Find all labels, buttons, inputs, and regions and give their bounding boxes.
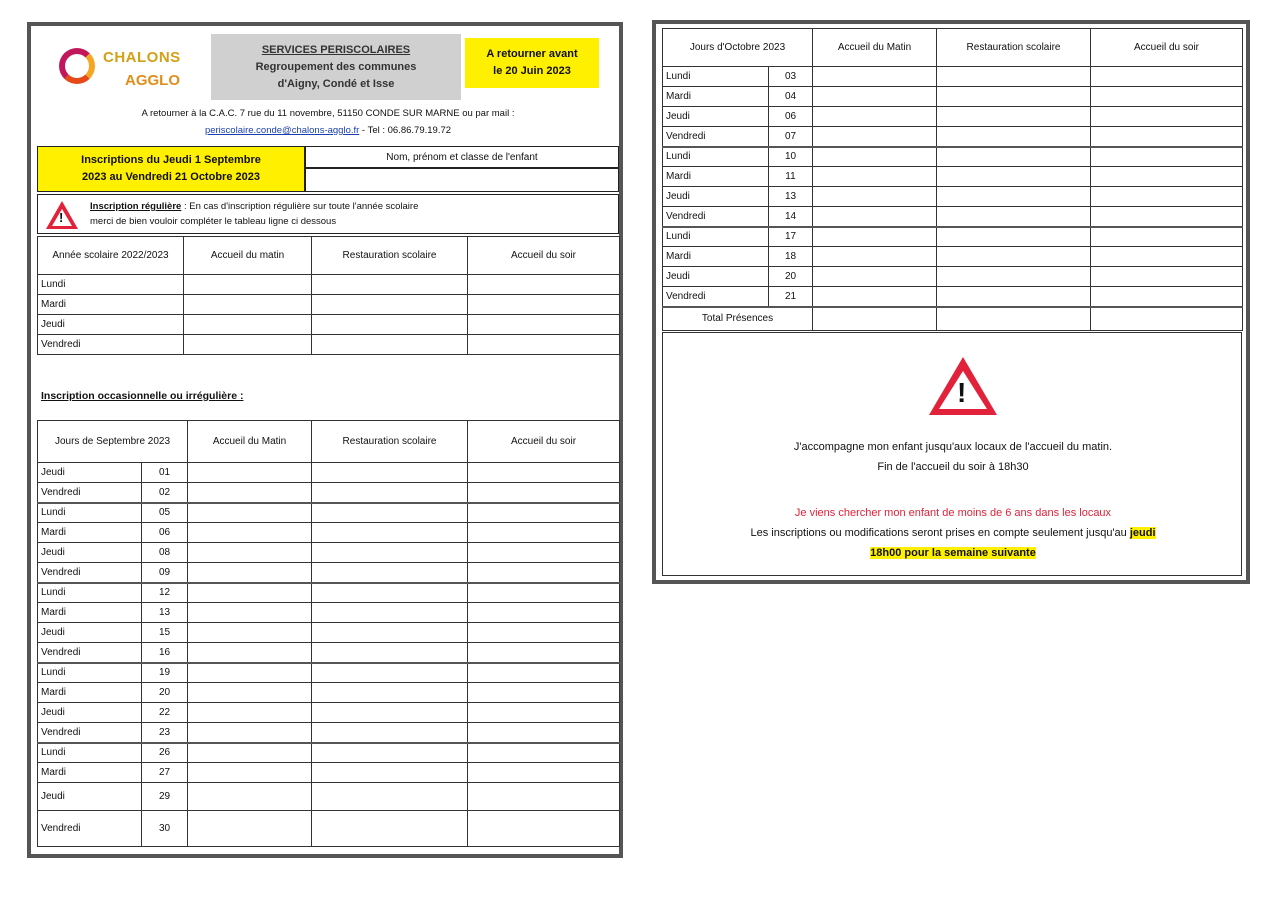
table-row <box>38 603 620 623</box>
day-label: Vendredi <box>38 811 142 847</box>
day-number: 08 <box>142 543 188 563</box>
morning-cell[interactable] <box>813 107 937 127</box>
evening-cell[interactable] <box>1091 67 1243 87</box>
day-label: Vendredi <box>38 335 184 355</box>
table-row <box>38 703 620 723</box>
table-row <box>38 811 620 847</box>
day-number: 06 <box>769 107 813 127</box>
note-line-3: Les inscriptions ou modifications seront prises en compte seulement jusqu'au <box>750 527 1127 539</box>
evening-cell[interactable] <box>468 811 620 847</box>
table-header: Restauration scolaire <box>312 421 468 463</box>
title-line-3: d'Aigny, Condé et Isse <box>277 77 395 90</box>
evening-cell[interactable] <box>468 663 620 683</box>
lunch-cell[interactable] <box>312 523 468 543</box>
day-number: 14 <box>769 207 813 227</box>
warning-text <box>90 199 610 229</box>
day-label: Jeudi <box>38 543 142 563</box>
lunch-cell[interactable] <box>937 287 1091 307</box>
warning-body-2: merci de bien vouloir compléter le tableau ligne ci dessous <box>90 216 337 227</box>
lunch-cell[interactable] <box>312 643 468 663</box>
day-number: 29 <box>142 783 188 811</box>
child-name-field[interactable] <box>305 168 619 192</box>
table-row <box>38 683 620 703</box>
lunch-cell[interactable] <box>312 543 468 563</box>
day-number: 07 <box>769 127 813 147</box>
day-number: 16 <box>142 643 188 663</box>
child-name-label: Nom, prénom et classe de l'enfant <box>305 146 619 168</box>
day-number: 10 <box>769 147 813 167</box>
occasional-label-text: Inscription occasionnelle ou irrégulière : <box>41 390 244 402</box>
morning-cell[interactable] <box>188 543 312 563</box>
morning-cell[interactable] <box>813 187 937 207</box>
evening-cell[interactable] <box>1091 167 1243 187</box>
morning-cell[interactable] <box>188 623 312 643</box>
day-number: 12 <box>142 583 188 603</box>
table-header: Restauration scolaire <box>312 237 468 275</box>
evening-cell[interactable] <box>468 315 620 335</box>
form-page-right <box>652 20 1250 584</box>
deadline-line-1: A retourner avant <box>486 48 578 60</box>
red-note-line: Je viens chercher mon enfant de moins de 6 ans dans les locaux <box>794 507 1112 519</box>
morning-cell[interactable] <box>813 87 937 107</box>
logo-ring-icon <box>59 48 95 84</box>
day-number: 17 <box>769 227 813 247</box>
day-label: Lundi <box>38 583 142 603</box>
day-number: 04 <box>769 87 813 107</box>
total-label: Total Présences <box>663 307 813 331</box>
morning-cell[interactable] <box>188 703 312 723</box>
day-label: Jeudi <box>663 267 769 287</box>
table-row <box>663 147 1243 167</box>
form-page-left <box>27 22 623 858</box>
table-row <box>663 127 1243 147</box>
table-row <box>38 723 620 743</box>
evening-cell[interactable] <box>468 335 620 355</box>
day-number: 22 <box>142 703 188 723</box>
lunch-cell[interactable] <box>312 723 468 743</box>
table-header: Restauration scolaire <box>937 29 1091 67</box>
day-number: 01 <box>142 463 188 483</box>
lunch-cell[interactable] <box>312 583 468 603</box>
day-number: 19 <box>142 663 188 683</box>
evening-cell[interactable] <box>1091 187 1243 207</box>
day-label: Mardi <box>38 683 142 703</box>
evening-cell[interactable] <box>468 703 620 723</box>
morning-cell[interactable] <box>813 127 937 147</box>
lunch-cell[interactable] <box>312 683 468 703</box>
day-label: Lundi <box>663 147 769 167</box>
day-label: Mardi <box>663 247 769 267</box>
table-row <box>38 463 620 483</box>
morning-cell[interactable] <box>188 683 312 703</box>
day-number: 13 <box>769 187 813 207</box>
day-label: Vendredi <box>38 643 142 663</box>
day-label: Mardi <box>38 295 184 315</box>
morning-cell[interactable] <box>813 247 937 267</box>
september-rows <box>38 463 620 847</box>
morning-cell[interactable] <box>184 315 312 335</box>
day-label: Vendredi <box>663 207 769 227</box>
day-number: 20 <box>142 683 188 703</box>
table-header: Accueil du Matin <box>813 29 937 67</box>
day-label: Mardi <box>663 167 769 187</box>
table-row <box>663 287 1243 307</box>
table-row <box>38 275 620 295</box>
evening-cell[interactable] <box>468 483 620 503</box>
table-row <box>663 227 1243 247</box>
morning-cell[interactable] <box>188 503 312 523</box>
morning-cell[interactable] <box>184 295 312 315</box>
morning-cell[interactable] <box>188 463 312 483</box>
warning-label: Inscription régulière <box>90 201 182 212</box>
table-header: Accueil du soir <box>468 421 620 463</box>
form-title <box>211 34 461 100</box>
table-header: Accueil du soir <box>468 237 620 275</box>
return-address <box>37 102 619 142</box>
morning-cell[interactable] <box>813 67 937 87</box>
table-row <box>38 743 620 763</box>
table-row <box>663 207 1243 227</box>
day-label: Jeudi <box>38 315 184 335</box>
day-label: Mardi <box>38 763 142 783</box>
lunch-cell[interactable] <box>937 227 1091 247</box>
modification-note <box>673 503 1233 563</box>
morning-cell[interactable] <box>188 583 312 603</box>
morning-cell[interactable] <box>813 227 937 247</box>
day-label: Jeudi <box>38 463 142 483</box>
regular-schedule-table <box>37 236 620 355</box>
lunch-cell[interactable] <box>312 275 468 295</box>
morning-cell[interactable] <box>188 483 312 503</box>
october-rows <box>663 67 1243 307</box>
lunch-cell[interactable] <box>312 315 468 335</box>
day-label: Mardi <box>38 603 142 623</box>
warning-exclamation: ! <box>59 210 64 225</box>
day-number: 30 <box>142 811 188 847</box>
address-text: A retourner à la C.A.C. 7 rue du 11 novembre, 51150 CONDE SUR MARNE ou par mail : <box>141 108 515 119</box>
table-row <box>38 763 620 783</box>
period-line-1: Inscriptions du Jeudi 1 Septembre <box>81 154 261 166</box>
inscription-period <box>37 146 305 192</box>
highlight-day: jeudi <box>1129 527 1156 539</box>
evening-cell[interactable] <box>468 275 620 295</box>
day-label: Jeudi <box>38 623 142 643</box>
evening-cell[interactable] <box>468 583 620 603</box>
table-row <box>663 247 1243 267</box>
morning-cell[interactable] <box>188 643 312 663</box>
evening-cell[interactable] <box>1091 227 1243 247</box>
lunch-cell[interactable] <box>312 503 468 523</box>
table-row <box>663 167 1243 187</box>
evening-cell[interactable] <box>468 683 620 703</box>
day-number: 20 <box>769 267 813 287</box>
evening-cell[interactable] <box>1091 247 1243 267</box>
table-header: Accueil du matin <box>184 237 312 275</box>
table-row <box>663 187 1243 207</box>
morning-cell[interactable] <box>188 811 312 847</box>
important-notes <box>662 332 1242 576</box>
day-label: Jeudi <box>38 703 142 723</box>
total-lunch-cell[interactable] <box>937 307 1091 331</box>
table-row <box>38 623 620 643</box>
table-row <box>663 107 1243 127</box>
evening-cell[interactable] <box>468 523 620 543</box>
lunch-cell[interactable] <box>312 663 468 683</box>
regular-inscription-warning <box>37 194 619 234</box>
occasional-inscription-label <box>37 376 619 416</box>
email-link[interactable]: periscolaire.conde@chalons-agglo.fr <box>204 125 360 136</box>
note-line-2: Fin de l'accueil du soir à 18h30 <box>877 461 1029 473</box>
day-number: 15 <box>142 623 188 643</box>
logo-text-bottom: AGGLO <box>125 72 180 89</box>
lunch-cell[interactable] <box>937 167 1091 187</box>
day-label: Jeudi <box>663 187 769 207</box>
day-label: Vendredi <box>663 287 769 307</box>
evening-cell[interactable] <box>1091 267 1243 287</box>
evening-cell[interactable] <box>1091 87 1243 107</box>
day-label: Vendredi <box>38 723 142 743</box>
table-row <box>663 67 1243 87</box>
lunch-cell[interactable] <box>937 67 1091 87</box>
title-line-1: SERVICES PERISCOLAIRES <box>261 43 411 56</box>
table-row <box>38 295 620 315</box>
day-number: 06 <box>142 523 188 543</box>
morning-cell[interactable] <box>188 783 312 811</box>
lunch-cell[interactable] <box>937 87 1091 107</box>
lunch-cell[interactable] <box>312 623 468 643</box>
lunch-cell[interactable] <box>312 783 468 811</box>
lunch-cell[interactable] <box>937 147 1091 167</box>
morning-cell[interactable] <box>188 523 312 543</box>
lunch-cell[interactable] <box>312 811 468 847</box>
morning-cell[interactable] <box>813 267 937 287</box>
day-label: Jeudi <box>38 783 142 811</box>
evening-cell[interactable] <box>468 563 620 583</box>
morning-cell[interactable] <box>813 207 937 227</box>
lunch-cell[interactable] <box>312 335 468 355</box>
table-row <box>38 663 620 683</box>
table-row <box>38 783 620 811</box>
evening-cell[interactable] <box>1091 147 1243 167</box>
day-number: 05 <box>142 503 188 523</box>
table-header: Jours d'Octobre 2023 <box>663 29 813 67</box>
day-number: 09 <box>142 563 188 583</box>
evening-cell[interactable] <box>468 603 620 623</box>
evening-cell[interactable] <box>468 743 620 763</box>
evening-cell[interactable] <box>1091 207 1243 227</box>
highlight-deadline: 18h00 pour la semaine suivante <box>870 547 1036 559</box>
day-label: Vendredi <box>38 483 142 503</box>
title-line-2: Regroupement des communes <box>255 60 417 73</box>
day-number: 18 <box>769 247 813 267</box>
total-morning-cell[interactable] <box>813 307 937 331</box>
day-label: Mardi <box>38 523 142 543</box>
phone-text: - Tel : 06.86.79.19.72 <box>359 125 452 136</box>
day-label: Vendredi <box>663 127 769 147</box>
table-row <box>38 483 620 503</box>
morning-cell[interactable] <box>188 723 312 743</box>
deadline-line-2: le 20 Juin 2023 <box>493 65 571 77</box>
accompaniment-note <box>673 437 1233 477</box>
evening-cell[interactable] <box>468 723 620 743</box>
day-number: 27 <box>142 763 188 783</box>
evening-cell[interactable] <box>468 763 620 783</box>
table-header: Année scolaire 2022/2023 <box>38 237 184 275</box>
day-number: 13 <box>142 603 188 623</box>
morning-cell[interactable] <box>813 167 937 187</box>
lunch-cell[interactable] <box>937 247 1091 267</box>
table-row <box>38 315 620 335</box>
day-number: 02 <box>142 483 188 503</box>
period-line-2: 2023 au Vendredi 21 Octobre 2023 <box>82 171 260 183</box>
morning-cell[interactable] <box>184 335 312 355</box>
lunch-cell[interactable] <box>312 703 468 723</box>
evening-cell[interactable] <box>468 623 620 643</box>
lunch-cell[interactable] <box>937 267 1091 287</box>
day-label: Mardi <box>663 87 769 107</box>
day-label: Lundi <box>38 503 142 523</box>
lunch-cell[interactable] <box>312 295 468 315</box>
lunch-cell[interactable] <box>312 563 468 583</box>
lunch-cell[interactable] <box>312 483 468 503</box>
lunch-cell[interactable] <box>312 763 468 783</box>
evening-cell[interactable] <box>468 643 620 663</box>
day-label: Lundi <box>663 227 769 247</box>
day-number: 26 <box>142 743 188 763</box>
evening-cell[interactable] <box>1091 287 1243 307</box>
table-header: Jours de Septembre 2023 <box>38 421 188 463</box>
day-label: Lundi <box>38 275 184 295</box>
day-number: 03 <box>769 67 813 87</box>
september-schedule-table <box>37 420 620 847</box>
day-number: 11 <box>769 167 813 187</box>
october-schedule-table <box>662 28 1243 331</box>
note-line-1: J'accompagne mon enfant jusqu'aux locaux de l'accueil du matin. <box>793 441 1113 453</box>
table-row <box>663 87 1243 107</box>
day-label: Lundi <box>38 743 142 763</box>
total-evening-cell[interactable] <box>1091 307 1243 331</box>
day-label: Lundi <box>38 663 142 683</box>
table-row <box>38 523 620 543</box>
chalons-agglo-logo <box>37 34 207 92</box>
table-header: Accueil du soir <box>1091 29 1243 67</box>
morning-cell[interactable] <box>813 147 937 167</box>
day-number: 23 <box>142 723 188 743</box>
evening-cell[interactable] <box>1091 107 1243 127</box>
morning-cell[interactable] <box>188 763 312 783</box>
deadline-badge <box>465 38 599 88</box>
evening-cell[interactable] <box>468 783 620 811</box>
table-row <box>38 583 620 603</box>
lunch-cell[interactable] <box>937 187 1091 207</box>
morning-cell[interactable] <box>184 275 312 295</box>
lunch-cell[interactable] <box>312 743 468 763</box>
lunch-cell[interactable] <box>937 207 1091 227</box>
morning-cell[interactable] <box>188 743 312 763</box>
evening-cell[interactable] <box>1091 127 1243 147</box>
total-row <box>663 307 1243 331</box>
warning-exclamation: ! <box>957 377 967 408</box>
morning-cell[interactable] <box>188 603 312 623</box>
table-row <box>38 563 620 583</box>
morning-cell[interactable] <box>188 663 312 683</box>
logo-text-top: CHALONS <box>103 49 181 66</box>
evening-cell[interactable] <box>468 463 620 483</box>
lunch-cell[interactable] <box>937 127 1091 147</box>
day-label: Vendredi <box>38 563 142 583</box>
table-row <box>663 267 1243 287</box>
day-label: Lundi <box>663 67 769 87</box>
lunch-cell[interactable] <box>312 463 468 483</box>
table-header: Accueil du Matin <box>188 421 312 463</box>
morning-cell[interactable] <box>188 563 312 583</box>
table-row <box>38 643 620 663</box>
table-row <box>38 335 620 355</box>
table-row <box>38 543 620 563</box>
lunch-cell[interactable] <box>312 603 468 623</box>
day-number: 21 <box>769 287 813 307</box>
warning-body: : En cas d'inscription régulière sur toute l'année scolaire <box>181 201 419 212</box>
lunch-cell[interactable] <box>937 107 1091 127</box>
evening-cell[interactable] <box>468 543 620 563</box>
day-label: Jeudi <box>663 107 769 127</box>
table-row <box>38 503 620 523</box>
evening-cell[interactable] <box>468 503 620 523</box>
evening-cell[interactable] <box>468 295 620 315</box>
morning-cell[interactable] <box>813 287 937 307</box>
